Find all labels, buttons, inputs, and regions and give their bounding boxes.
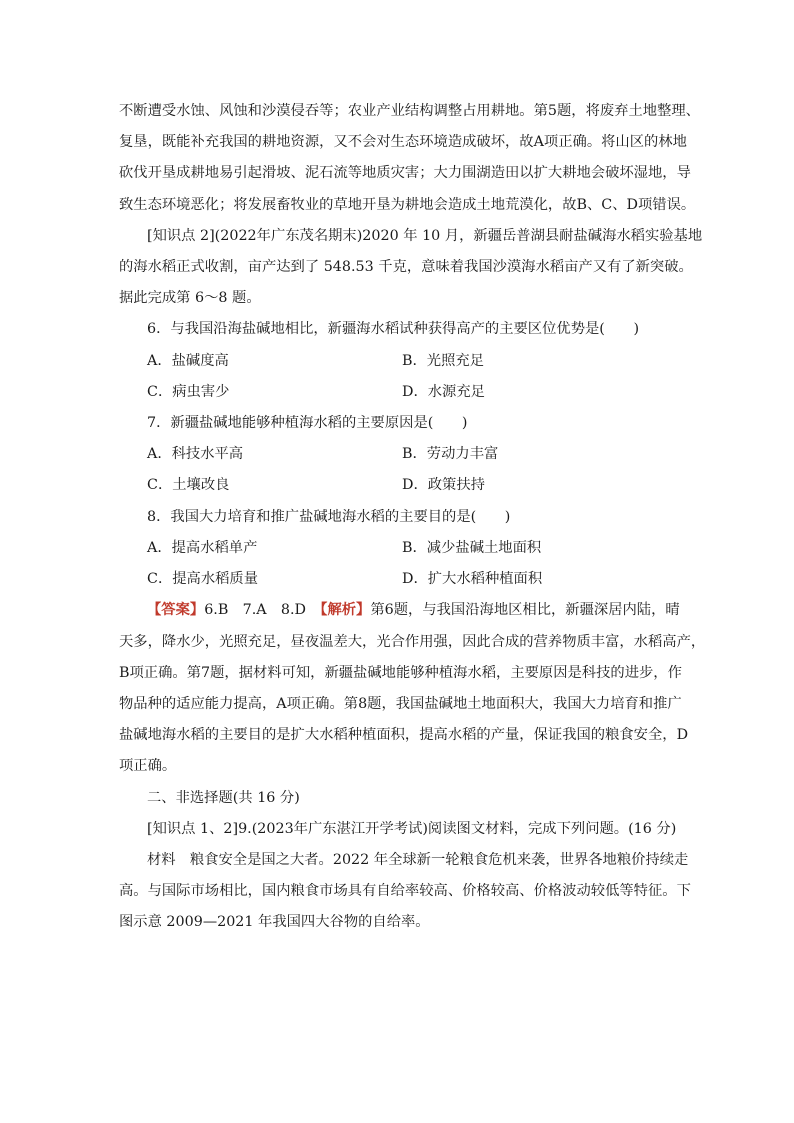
option-b: B．光照充足 (402, 353, 484, 369)
option-d: D．水源充足 (402, 384, 485, 400)
option-d: D．扩大水稻种植面积 (402, 571, 543, 587)
analysis-line: B项正确。第7题，据材料可知，新疆盐碱地能够种植海水稻，主要原因是科技的进步，作 (119, 665, 682, 681)
question-stem: 6．与我国沿海盐碱地相比，新疆海水稻试种获得高产的主要区位优势是( ) (147, 321, 640, 337)
text-line: 复垦，既能补充我国的耕地资源，又不会对生态环境造成破坏，故A项正确。将山区的林地 (119, 134, 687, 150)
question-stem: 8．我国大力培育和推广盐碱地海水稻的主要目的是( ) (147, 509, 511, 525)
option-d: D．政策扶持 (402, 477, 485, 493)
text-line: 据此完成第 6～8 题。 (119, 290, 261, 306)
text-line: 砍伐开垦成耕地易引起滑坡、泥石流等地质灾害；大力围湖造田以扩大耕地会破坏湿地，导 (119, 165, 691, 181)
option-b: B．减少盐碱土地面积 (402, 540, 542, 556)
question-9: [知识点 1、2]9.(2023年广东湛江开学考试)阅读图文材料，完成下列问题。(16 分) (147, 821, 677, 837)
option-c: C．提高水稻质量 (147, 571, 259, 587)
answer-value: 6.B 7.A 8.D (204, 602, 321, 618)
analysis-text: 第6题，与我国沿海地区相比，新疆深居内陆，晴 (370, 602, 680, 618)
analysis-label: 【解析】 (320, 602, 371, 618)
text-line: 的海水稻正式收割，亩产达到了 548.53 千克，意味着我国沙漠海水稻亩产又有了新突破。 (119, 259, 693, 275)
material-line: 高。与国际市场相比，国内粮食市场具有自给率较高、价格较高、价格波动较低等特征。下 (119, 883, 691, 899)
option-c: C．病虫害少 (147, 384, 230, 400)
answer-label: 【答案】 (147, 602, 205, 618)
analysis-line: 盐碱地海水稻的主要目的是扩大水稻种植面积，提高水稻的产量，保证我国的粮食安全，D (119, 727, 689, 743)
option-a: A．科技水平高 (147, 446, 244, 462)
text-line: 致生态环境恶化；将发展畜牧业的草地开垦为耕地会造成土地荒漠化，故B、C、D项错误。 (119, 197, 696, 213)
text-line: 不断遭受水蚀、风蚀和沙漠侵吞等；农业产业结构调整占用耕地。第5题，将废弃土地整理、 (119, 103, 700, 119)
answer-line (147, 600, 680, 620)
material-line: 图示意 2009—2021 年我国四大谷物的自给率。 (119, 914, 430, 930)
analysis-line: 项正确。 (119, 758, 177, 774)
option-b: B．劳动力丰富 (402, 446, 499, 462)
question-stem: 7．新疆盐碱地能够种植海水稻的主要原因是( ) (147, 415, 468, 431)
option-a: A．盐碱度高 (147, 353, 229, 369)
text-line: [知识点 2](2022年广东茂名期末)2020 年 10 月，新疆岳普湖县耐盐碱海水稻实验基地 (147, 228, 703, 244)
analysis-line: 物品种的适应能力提高，A项正确。第8题，我国盐碱地土地面积大，我国大力培育和推广 (119, 696, 682, 712)
analysis-line: 天多，降水少，光照充足，昼夜温差大，光合作用强，因此合成的营养物质丰富，水稻高产， (119, 634, 706, 650)
option-a: A．提高水稻单产 (147, 540, 258, 556)
material-line: 材料 粮食安全是国之大者。2022 年全球新一轮粮食危机来袭，世界各地粮价持续走 (147, 852, 689, 868)
section-heading: 二、非选择题(共 16 分) (147, 790, 300, 806)
option-c: C．土壤改良 (147, 477, 230, 493)
